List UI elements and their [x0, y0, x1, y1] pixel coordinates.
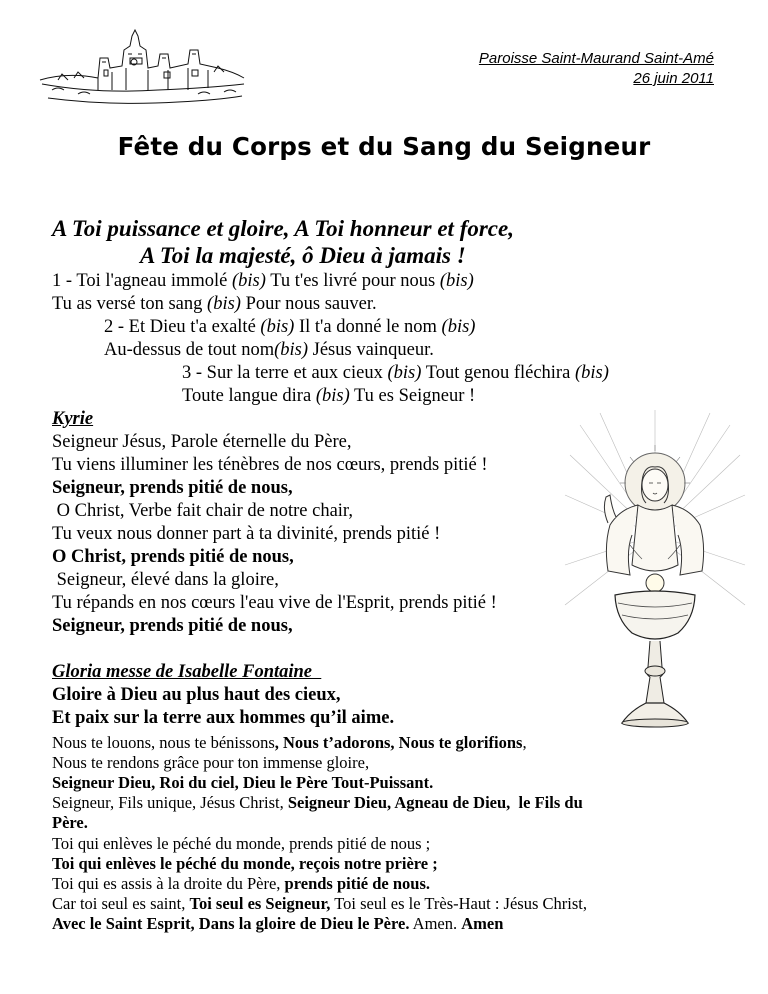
page-title: Fête du Corps et du Sang du Seigneur [117, 132, 651, 161]
date: 26 juin 2011 [633, 70, 714, 87]
gloria-line: Seigneur, Fils unique, Jésus Christ, Seigneur Dieu, Agneau de Dieu, le Fils du [52, 793, 583, 812]
kyrie-line: Tu veux nous donner part à ta divinité, prends pitié ! [52, 524, 441, 544]
verse-3-line-1: 3 - Sur la terre et aux cieux (bis) Tout genou fléchira (bis) [182, 363, 609, 383]
kyrie-line: Seigneur, élevé dans la gloire, [52, 570, 279, 590]
kyrie-line: Tu viens illuminer les ténèbres de nos cœurs, prends pitié ! [52, 455, 488, 475]
kyrie-line: Seigneur Jésus, Parole éternelle du Père, [52, 432, 352, 452]
gloria-refrain-line: Et paix sur la terre aux hommes qu’il aime. [52, 708, 395, 728]
gloria-line: Toi qui es assis à la droite du Père, prends pitié de nous. [52, 874, 431, 893]
kyrie-heading: Kyrie [52, 409, 94, 429]
gloria-line: Nous te louons, nous te bénissons, Nous t’adorons, Nous te glorifions, [52, 733, 527, 752]
parish-name: Paroisse Saint-Maurand Saint-Amé [478, 50, 714, 67]
verse-3-line-2: Toute langue dira (bis) Tu es Seigneur ! [182, 386, 476, 406]
refrain-line-1: A Toi puissance et gloire, A Toi honneur et force, [52, 216, 514, 241]
gloria-line: Père. [52, 813, 88, 832]
verse-1-line-2: Tu as versé ton sang (bis) Pour nous sauver. [52, 294, 377, 314]
gloria-line: Nous te rendons grâce pour ton immense gloire, [52, 753, 370, 772]
gloria-line: Car toi seul es saint, Toi seul es Seigneur, Toi seul es le Très-Haut : Jésus Christ, [52, 894, 587, 913]
kyrie-response: Seigneur, prends pitié de nous, [52, 478, 293, 498]
kyrie-line: O Christ, Verbe fait chair de notre chair, [52, 501, 353, 521]
verse-2-line-1: 2 - Et Dieu t'a exalté (bis) Il t'a donné le nom (bis) [104, 317, 476, 337]
refrain-line-2: A Toi la majesté, ô Dieu à jamais ! [140, 243, 466, 268]
verse-1-line-1: 1 - Toi l'agneau immolé (bis) Tu t'es livré pour nous (bis) [52, 271, 474, 291]
verse-2-line-2: Au-dessus de tout nom(bis) Jésus vainqueur. [104, 340, 434, 360]
christ-chalice-illustration [560, 405, 750, 735]
kyrie-response: Seigneur, prends pitié de nous, [52, 616, 293, 636]
gloria-line: Seigneur Dieu, Roi du ciel, Dieu le Père Tout-Puissant. [52, 773, 434, 792]
kyrie-response: O Christ, prends pitié de nous, [52, 547, 294, 567]
gloria-heading: Gloria messe de Isabelle Fontaine [52, 662, 322, 682]
town-skyline-illustration [38, 28, 246, 108]
gloria-line: Toi qui enlèves le péché du monde, prends pitié de nous ; [52, 834, 431, 853]
gloria-line: Toi qui enlèves le péché du monde, reçois notre prière ; [52, 854, 438, 873]
kyrie-line: Tu répands en nos cœurs l'eau vive de l'Esprit, prends pitié ! [52, 593, 497, 613]
gloria-refrain-line: Gloire à Dieu au plus haut des cieux, [52, 685, 341, 705]
gloria-line: Avec le Saint Esprit, Dans la gloire de Dieu le Père. Amen. Amen [52, 914, 504, 933]
